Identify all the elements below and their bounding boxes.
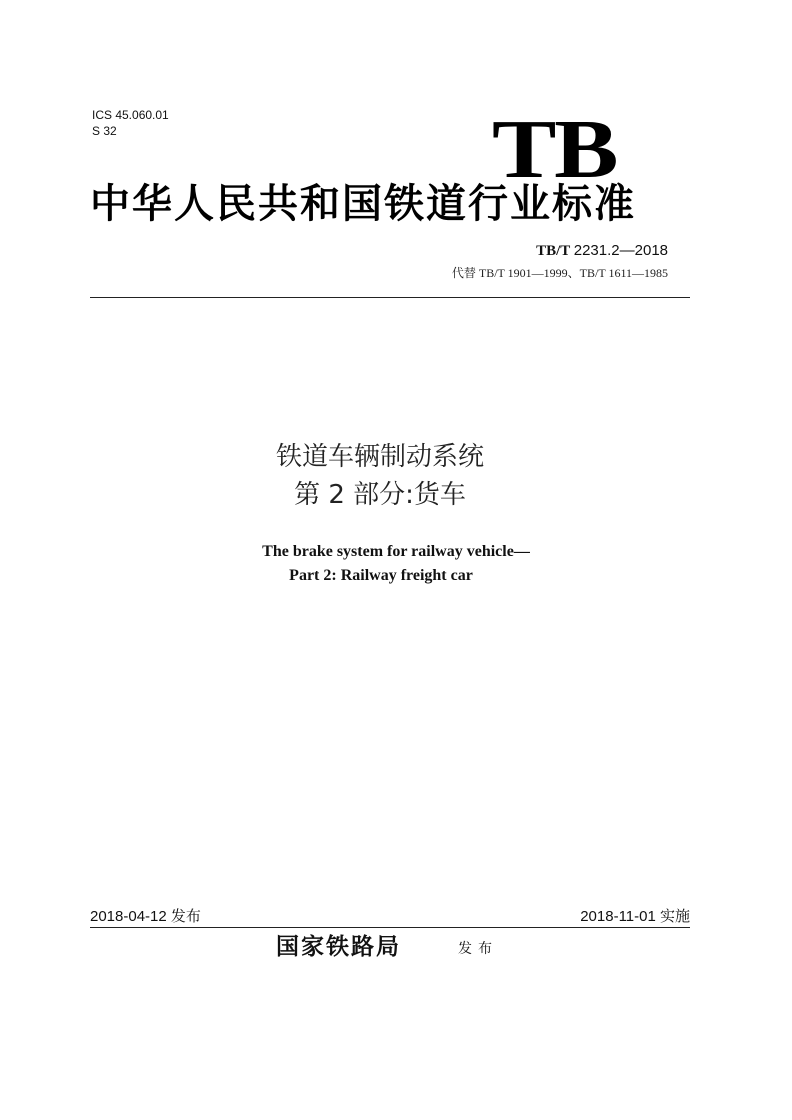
- issuer-suffix: 发布: [458, 941, 498, 957]
- implementation-date: 2018-11-01 实施: [580, 908, 690, 925]
- ccs-code: S 32: [92, 124, 117, 138]
- title-chinese-line-2: 第 2 部分:货车: [294, 480, 466, 510]
- title-english-line-1: The brake system for railway vehicle—: [262, 543, 530, 560]
- tb-logo: TB: [492, 103, 617, 196]
- issuer-name: 国家铁路局: [276, 933, 401, 960]
- title-english-line-2: Part 2: Railway freight car: [289, 567, 473, 584]
- issue-date: 2018-04-12 发布: [90, 908, 201, 925]
- bottom-divider: [90, 927, 690, 928]
- standard-number-value: 2231.2—2018: [573, 242, 668, 259]
- title-chinese-line-1: 铁道车辆制动系统: [275, 442, 484, 472]
- org-title: 中华人民共和国铁道行业标准: [90, 180, 636, 227]
- replaces-note: 代替 TB/T 1901—1999、TB/T 1611—1985: [451, 266, 668, 280]
- standard-prefix: TB/T: [536, 243, 570, 259]
- ics-code: ICS 45.060.01: [92, 108, 169, 122]
- top-divider: [90, 297, 690, 298]
- standard-number: [536, 242, 668, 260]
